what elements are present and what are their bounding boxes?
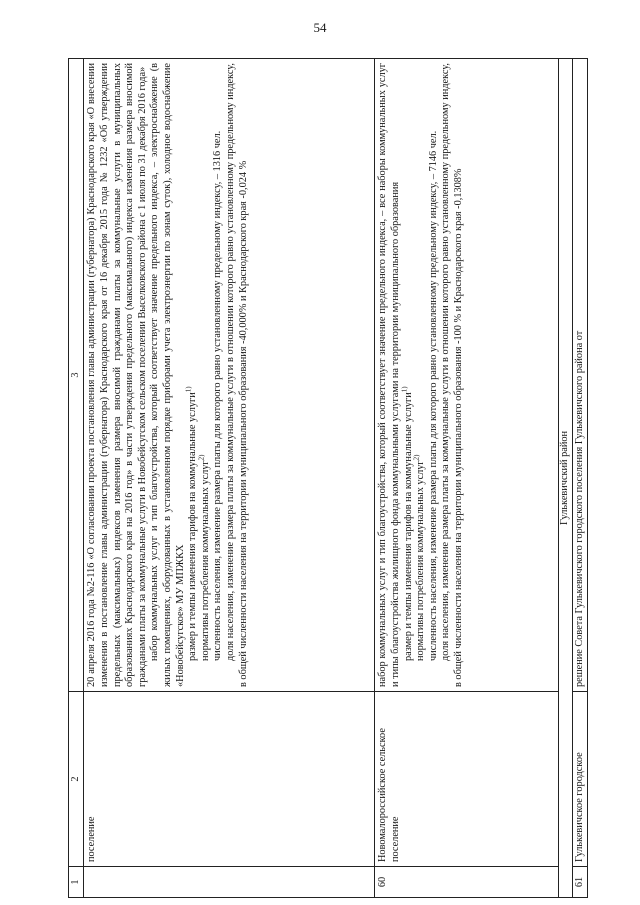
footnote-marker: 2) — [412, 454, 421, 461]
settlement-name: поселение — [84, 692, 375, 867]
paragraph-text: нормативы потребления коммунальных услуг — [415, 460, 427, 661]
row-number: 61 — [572, 867, 588, 898]
paragraph: доля населения, изменение размера платы за коммунальные услуги в отношении которого равно установленному предельному индексу, в общей численности населения на территории муниципального образования -40,000% и Краснодарского края -0,024 % — [225, 63, 249, 687]
paragraph: набор коммунальных услуг и тип благоустройства, который соответствует значение предельного индекса, – все наборы коммунальных услуг и типы благоустройства жилищного фонда коммунальными услугами на территории муниципального образования — [377, 63, 402, 687]
rotated-table — [68, 58, 588, 898]
tariff-table — [68, 58, 588, 898]
table-row — [84, 59, 375, 898]
district-name: Гулькевичский район — [559, 59, 572, 898]
page-number: 54 — [313, 20, 327, 35]
paragraph: набор коммунальных услуг и тип благоустройства, который соответствует значение предельного индекса, – электроснабжение (в жилых помещениях, оборудованных в установленном порядке приборами учета электроэнергии по зонам суток), холодное водоснабжение «Новобейсугское» МУ МПЖКХ — [149, 63, 186, 687]
rotated-table-area — [68, 58, 588, 898]
paragraph-text: нормативы потребления коммунальных услуг — [199, 460, 211, 661]
header-col-3: 3 — [69, 59, 84, 692]
paragraph-text: размер и темпы изменения тарифов на коммунальные услуги — [402, 392, 414, 661]
paragraph: численность населения, изменение размера платы для которого равно установленному предельному индексу, – 7146 чел. — [427, 130, 439, 661]
footnote-marker: 1) — [400, 386, 409, 393]
paragraph — [184, 63, 200, 687]
table-header-row — [69, 59, 84, 898]
footnote-marker: 2) — [197, 454, 206, 461]
paragraph — [412, 63, 428, 687]
header-col-2: 2 — [69, 692, 84, 867]
paragraph: численность населения, изменение размера платы для которого равно установленному предельному индексу, – 1316 чел. — [212, 130, 224, 661]
table-row — [375, 59, 559, 898]
settlement-name: Новомалороссийское сельское поселение — [375, 692, 559, 867]
row-description — [375, 59, 559, 692]
header-col-1: 1 — [69, 867, 84, 898]
paragraph: доля населения, изменение размера платы за коммунальные услуги в отношении которого равно установленному предельному индексу, в общей численности населения на территории муниципального образования -100 % и Краснодарского края -0,1308% — [440, 63, 464, 687]
paragraph — [197, 63, 213, 687]
paragraph — [400, 63, 416, 687]
settlement-name: Гулькевичское городское — [572, 692, 588, 867]
row-number: 60 — [375, 867, 559, 898]
district-row — [559, 59, 572, 898]
row-number — [84, 867, 375, 898]
row-description — [84, 59, 375, 692]
row-description: решение Совета Гулькевичского городского поселения Гулькевичского района от — [572, 59, 588, 692]
footnote-marker: 1) — [184, 386, 193, 393]
paragraph-text: размер и темпы изменения тарифов на коммунальные услуги — [187, 392, 199, 661]
table-row — [572, 59, 588, 898]
paragraph: 20 апреля 2016 года №2-116 «О согласовании проекта постановления главы администрации (губернатора) Краснодарского края «О внесении изменения в постановление главы администрации (губернатора) Краснодарского края от 16 декабря 2015 года № 1232 «Об утверждении предельных (максимальных) индексов изменения размера вносимой гражданами платы за коммунальные услуги в муниципальных образованиях Краснодарского края на 2016 год» в части утверждения предельного (максимального) индекса изменения размера вносимой гражданами платы за коммунальные услуги в Новобейсугском сельском поселении Выселковского района с 1 июля по 31 декабря 2016 года» — [86, 63, 148, 687]
